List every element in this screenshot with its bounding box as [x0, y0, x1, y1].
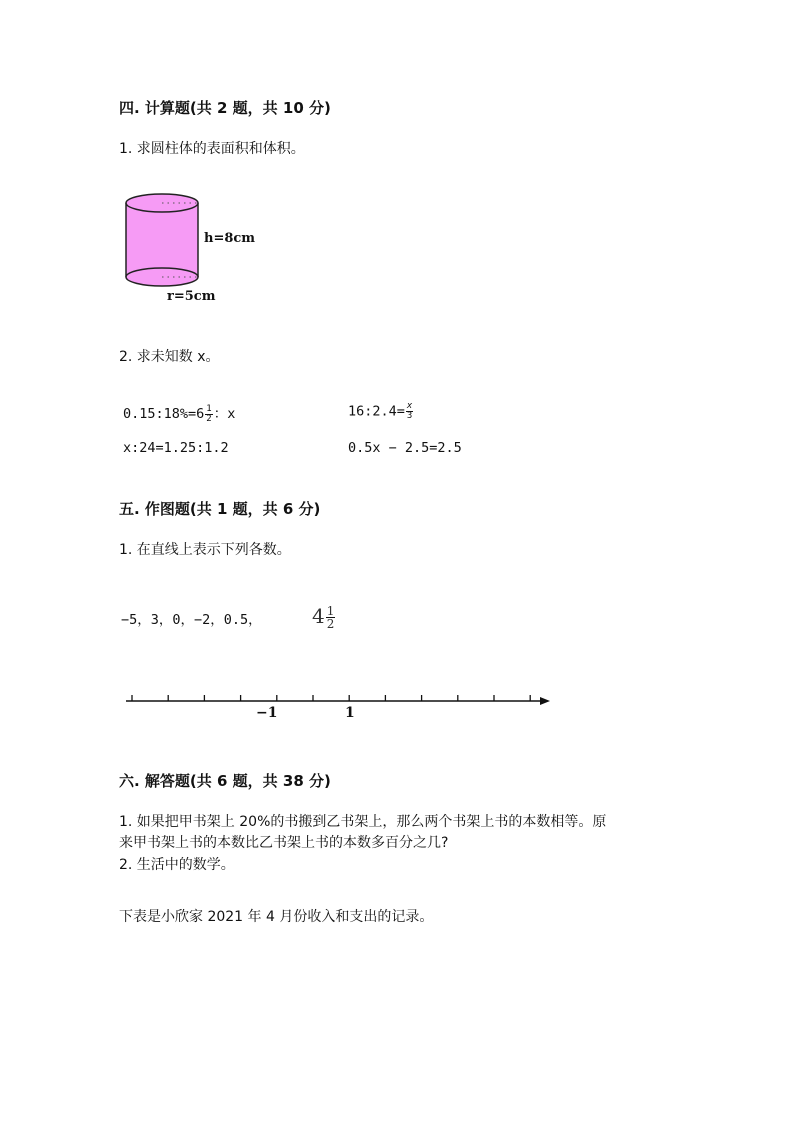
number-line	[120, 690, 560, 714]
cylinder-height-label: h=8cm	[204, 231, 256, 246]
equation-2	[348, 402, 414, 421]
mixed-number	[312, 604, 336, 630]
equation-2-prefix: 16:2.4=	[348, 403, 405, 420]
equation-1	[123, 402, 235, 424]
section4-question-1: 1. 求圆柱体的表面积和体积。	[119, 141, 305, 157]
section6-question-2: 2. 生活中的数学。	[119, 857, 235, 873]
section6-title: 六. 解答题(共 6 题，共 38 分)	[119, 772, 331, 790]
equation-1-fraction-denominator: 2	[206, 413, 212, 424]
number-line-ticks	[132, 695, 530, 701]
equation-1-fraction-numerator: 1	[206, 403, 212, 414]
equation-2-fraction	[406, 402, 413, 421]
section4-title: 四. 计算题(共 2 题，共 10 分)	[119, 99, 331, 117]
section6-question-1-line-2: 来甲书架上书的本数比乙书架上书的本数多百分之几?	[119, 835, 449, 851]
equation-2-fraction-denominator: 3	[406, 411, 413, 421]
equation-3: x:24=1.25:1.2	[123, 440, 229, 456]
equation-1-prefix: 0.15:18%=6	[123, 406, 205, 422]
cylinder-body	[126, 203, 198, 277]
section5-question-1: 1. 在直线上表示下列各数。	[119, 542, 291, 558]
equation-1-fraction	[205, 405, 212, 424]
section6-intro: 下表是小欣家 2021 年 4 月份收入和支出的记录。	[119, 909, 434, 925]
cylinder-radius-label: r=5cm	[167, 289, 216, 304]
mixed-number-denominator: 2	[326, 617, 335, 631]
number-line-label-neg1: −1	[256, 705, 278, 721]
mixed-number-whole: 4	[312, 604, 325, 628]
number-line-arrow	[540, 697, 550, 705]
equation-4: 0.5x − 2.5=2.5	[348, 440, 462, 456]
mixed-number-fraction	[326, 605, 336, 630]
section4-question-2: 2. 求未知数 x。	[119, 349, 220, 365]
mixed-number-numerator: 1	[326, 604, 335, 618]
equation-2-fraction-numerator: x	[406, 401, 413, 411]
number-line-label-1: 1	[345, 705, 355, 721]
equation-1-suffix: ：x	[213, 406, 236, 422]
section6-question-1-line-1: 1. 如果把甲书架上 20%的书搬到乙书架上，那么两个书架上书的本数相等。原	[119, 814, 607, 830]
numbers-list: −5，3，0，−2，0.5，	[121, 612, 262, 628]
section5-title: 五. 作图题(共 1 题，共 6 分)	[119, 500, 321, 518]
